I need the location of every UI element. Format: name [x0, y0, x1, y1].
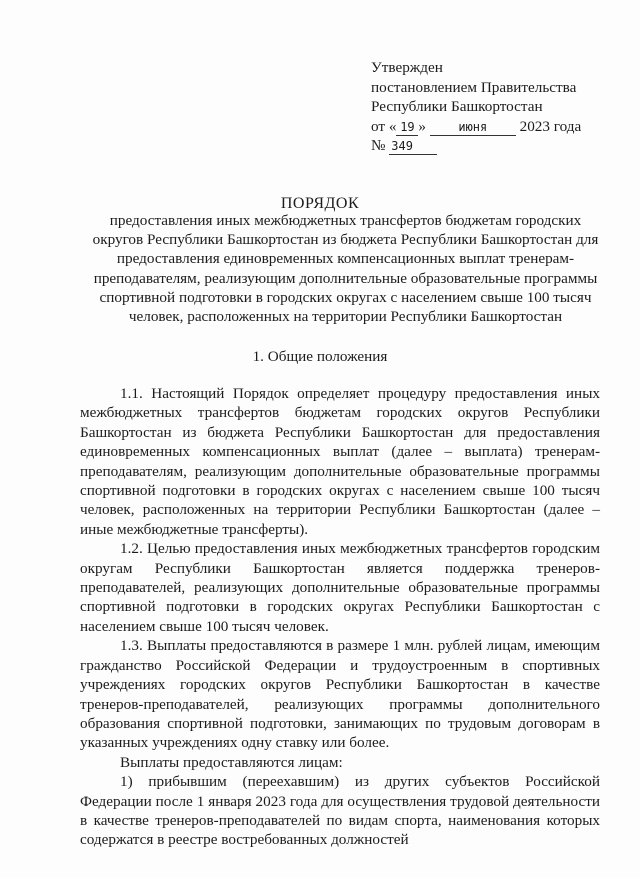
- number-sign: №: [371, 137, 386, 154]
- approval-line-approved: Утвержден: [371, 59, 443, 76]
- approval-month: июня: [430, 120, 516, 136]
- date-quote: »: [418, 117, 427, 135]
- paragraph-1-1: 1.1. Настоящий Порядок определяет процедуру предоставления иных межбюджетных трансфертов бюджетам городских округов Республики Башкортостан из бюджета Республики Башкортостан для предоставления единовременных компенсационных выплат (далее – выплата) тренерам-преподавателям, реализующим дополнительные образовательные программы спортивной подготовки в городских округах с населением свыше 100 тысяч человек, расположенных на территории Республики Башкортостан (далее – иные межбюджетные трансферты).: [80, 385, 600, 538]
- approval-number: 349: [389, 139, 437, 155]
- approval-year: 2023 года: [519, 117, 582, 135]
- document-title: ПОРЯДОК: [280, 195, 360, 212]
- document-subtitle: предоставления иных межбюджетных трансфертов бюджетам городских округов Республики Башкортостан из бюджета Республики Башкортостан для предоставления единовременных компенсационных выплат тренерам-преподавателям, реализующим дополнительные образовательные программы спортивной подготовки в городских округах с населением свыше 100 тысяч человек, расположенных на территории Республики Башкортостан: [92, 212, 599, 326]
- paragraph-1-2: 1.2. Целью предоставления иных межбюджетных трансфертов городским округам Республики Башкортостан является поддержка тренеров-преподавателей, реализующих дополнительные образовательные программы спортивной подготовки в городских округах Республики Башкортостан с населением свыше 100 тысяч человек.: [80, 540, 600, 635]
- paragraph-recipient-item-1: 1) прибывшим (переехавшим) из других субъектов Российской Федерации после 1 января 2023 года для осуществления трудовой деятельности в качестве тренеров-преподавателей по видам спорта, наименования которых содержатся в реестре востребованных должностей: [80, 773, 600, 849]
- approval-day: 19: [396, 120, 418, 136]
- approval-stamp: [371, 58, 581, 156]
- approval-line-republic: Республики Башкортостан: [371, 98, 543, 115]
- paragraph-recipients-intro: Выплаты предоставляются лицам:: [120, 753, 343, 771]
- approval-number-line: [371, 136, 581, 156]
- document-body: [80, 384, 600, 850]
- paragraph-1-3: 1.3. Выплаты предоставляются в размере 1 млн. рублей лицам, имеющим гражданство Российской Федерации и трудоустроенным в спортивных учреждениях городских округов Республики Башкортостан в качестве тренеров-преподавателей, реализующих программы дополнительного образования спортивной подготовки, занимающих по трудовым договорам в указанных учреждениях одну ставку или более.: [80, 637, 600, 752]
- approval-line-resolution: постановлением Правительства: [371, 78, 577, 96]
- section-heading: 1. Общие положения: [252, 348, 388, 365]
- date-prefix: от «: [371, 117, 397, 135]
- approval-date-line: [371, 117, 581, 137]
